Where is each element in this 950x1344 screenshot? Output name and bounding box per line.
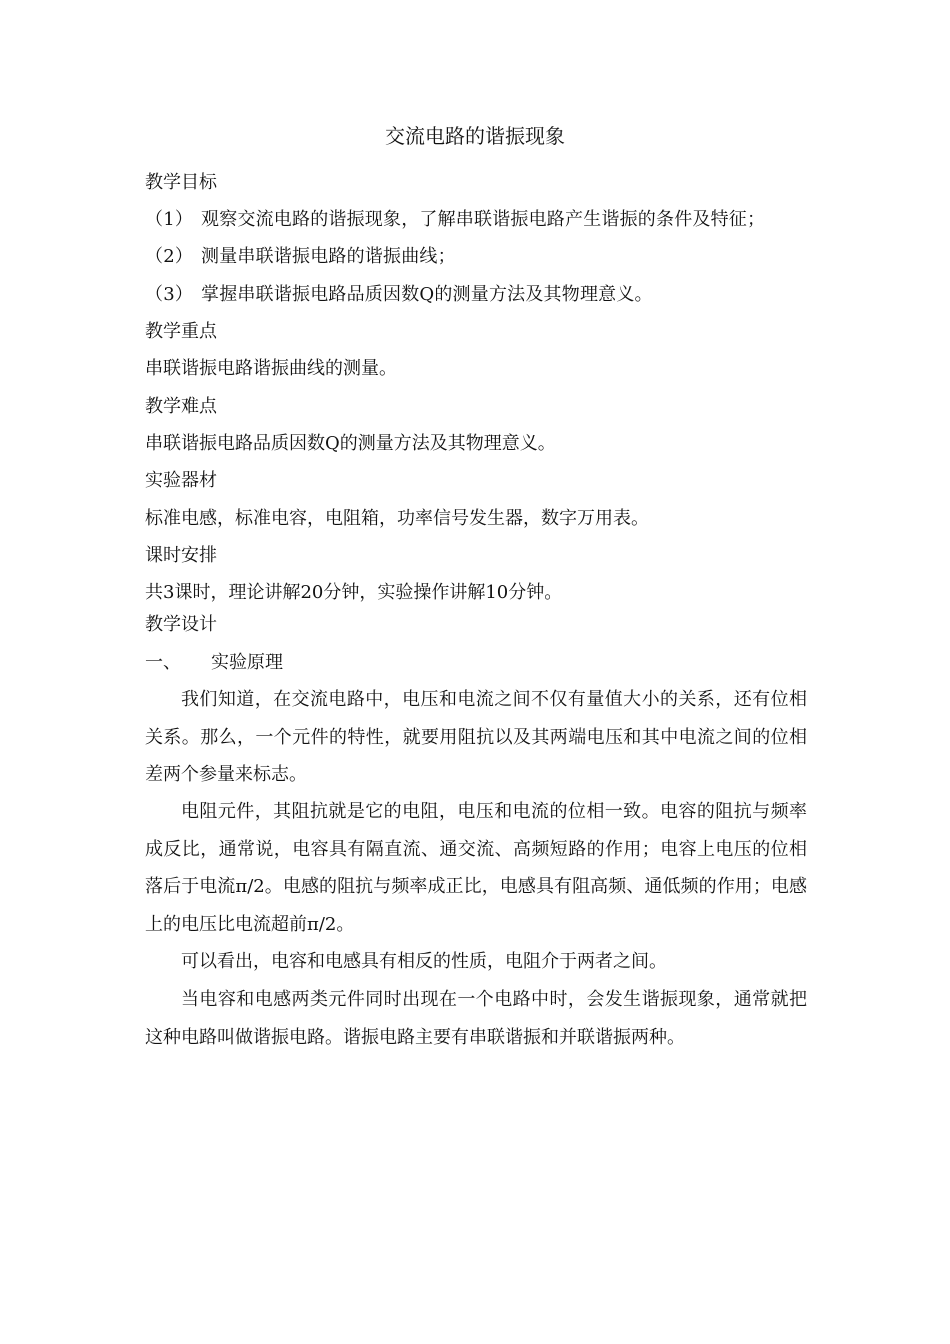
- section-heading: [145, 650, 283, 676]
- key-point-heading: 教学重点: [145, 321, 217, 342]
- objective-text: 测量串联谐振电路的谐振曲线；: [201, 246, 456, 267]
- body-paragraph: 可以看出，电容和电感具有相反的性质，电阻介于两者之间。: [181, 951, 667, 972]
- equipment-text: 标准电感，标准电容，电阻箱，功率信号发生器，数字万用表。: [145, 508, 649, 529]
- body-paragraph: 电阻元件，其阻抗就是它的电阻，电压和电流的位相一致。电容的阻抗与频率成反比，通常说，电容具有隔直流、通交流、高频短路的作用；电容上电压的位相落后于电流π/2。电感的阻抗与频率成正比，电感具有阻高频、通低频的作用；电感上的电压比电流超前π/2。: [145, 801, 807, 935]
- section-number: 一、: [145, 652, 181, 673]
- objective-text: 观察交流电路的谐振现象，了解串联谐振电路产生谐振的条件及特征；: [201, 209, 766, 230]
- objective-number: （3）: [145, 284, 194, 305]
- objectives-heading: 教学目标: [145, 172, 217, 193]
- schedule-heading: 课时安排: [145, 545, 217, 566]
- difficulty-heading: 教学难点: [145, 396, 217, 417]
- body-paragraph: 我们知道，在交流电路中，电压和电流之间不仅有量值大小的关系，还有位相关系。那么，一个元件的特性，就要用阻抗以及其两端电压和其中电流之间的位相差两个参量来标志。: [145, 689, 807, 785]
- objective-text: 掌握串联谐振电路品质因数Q的测量方法及其物理意义。: [201, 284, 653, 305]
- body-paragraph: 当电容和电感两类元件同时出现在一个电路中时，会发生谐振现象，通常就把这种电路叫做谐振电路。谐振电路主要有串联谐振和并联谐振两种。: [145, 989, 807, 1048]
- equipment-heading: 实验器材: [145, 470, 217, 491]
- objective-number: （1）: [145, 209, 194, 230]
- objective-item: [145, 207, 765, 233]
- section-title: 实验原理: [211, 652, 283, 673]
- difficulty-text: 串联谐振电路品质因数Q的测量方法及其物理意义。: [145, 433, 556, 454]
- design-heading: 教学设计: [145, 614, 217, 635]
- key-point-text: 串联谐振电路谐振曲线的测量。: [145, 358, 397, 379]
- objective-number: （2）: [145, 246, 194, 267]
- objective-item: [145, 244, 456, 270]
- schedule-text: 共3课时，理论讲解20分钟，实验操作讲解10分钟。: [145, 582, 563, 603]
- objective-item: [145, 282, 653, 308]
- document-title: 交流电路的谐振现象: [385, 124, 565, 148]
